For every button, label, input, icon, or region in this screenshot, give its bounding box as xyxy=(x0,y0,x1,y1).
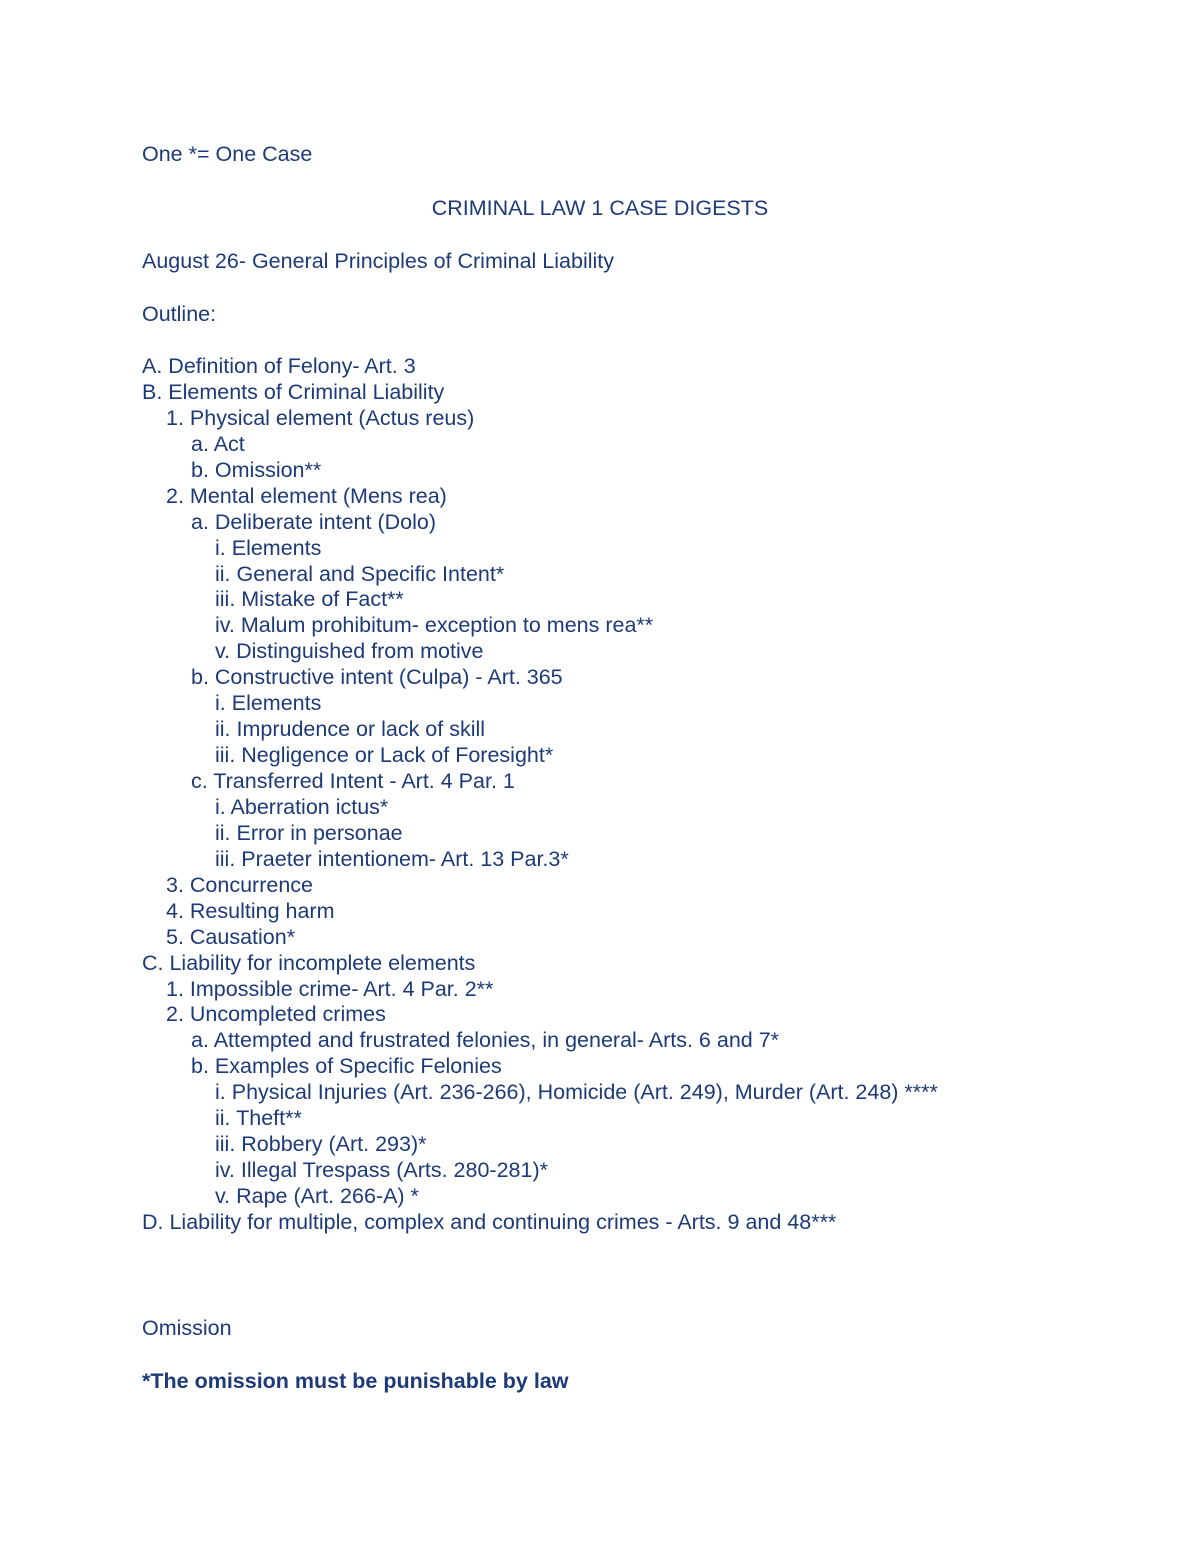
outline-item: ii. General and Specific Intent* xyxy=(215,561,505,586)
outline-item: a. Act xyxy=(191,431,245,456)
outline-item: 2. Uncompleted crimes xyxy=(166,1002,386,1027)
outline-item: ii. Error in personae xyxy=(215,820,403,845)
outline-item: B. Elements of Criminal Liability xyxy=(142,379,445,404)
outline-item: iii. Negligence or Lack of Foresight* xyxy=(215,743,554,768)
document-title: CRIMINAL LAW 1 CASE DIGESTS xyxy=(431,196,769,220)
outline-item: iii. Mistake of Fact** xyxy=(215,587,404,612)
outline-item: b. Constructive intent (Culpa) - Art. 365 xyxy=(191,665,563,690)
outline-item: a. Deliberate intent (Dolo) xyxy=(191,509,436,534)
outline-item: i. Aberration ictus* xyxy=(215,794,389,819)
outline-item: 2. Mental element (Mens rea) xyxy=(166,483,447,508)
case-note: One *= One Case xyxy=(142,142,313,166)
outline-item: iii. Praeter intentionem- Art. 13 Par.3* xyxy=(215,846,569,871)
section-heading-omission: Omission xyxy=(142,1316,232,1340)
outline-list xyxy=(142,354,938,1236)
outline-item: 1. Physical element (Actus reus) xyxy=(166,405,475,430)
outline-item: i. Physical Injuries (Art. 236-266), Homicide (Art. 249), Murder (Art. 248) **** xyxy=(215,1080,938,1105)
outline-item: v. Distinguished from motive xyxy=(215,639,484,664)
outline-item: i. Elements xyxy=(215,535,322,560)
outline-item: 4. Resulting harm xyxy=(166,898,335,923)
bold-note: *The omission must be punishable by law xyxy=(142,1369,569,1393)
outline-item: 1. Impossible crime- Art. 4 Par. 2** xyxy=(166,976,494,1001)
outline-item: D. Liability for multiple, complex and continuing crimes - Arts. 9 and 48*** xyxy=(142,1209,837,1234)
outline-item: A. Definition of Felony- Art. 3 xyxy=(142,354,416,378)
outline-item: c. Transferred Intent - Art. 4 Par. 1 xyxy=(191,769,515,793)
session-heading: August 26- General Principles of Criminal Liability xyxy=(142,249,615,273)
outline-item: b. Examples of Specific Felonies xyxy=(191,1054,502,1079)
outline-item: C. Liability for incomplete elements xyxy=(142,950,476,975)
outline-item: b. Omission** xyxy=(191,457,322,482)
outline-item: ii. Imprudence or lack of skill xyxy=(215,717,486,742)
outline-item: iv. Illegal Trespass (Arts. 280-281)* xyxy=(215,1158,548,1183)
outline-item: a. Attempted and frustrated felonies, in general- Arts. 6 and 7* xyxy=(191,1028,780,1053)
outline-item: 5. Causation* xyxy=(166,924,296,949)
outline-item: iv. Malum prohibitum- exception to mens rea** xyxy=(215,613,654,638)
outline-item: i. Elements xyxy=(215,691,322,716)
outline-item: ii. Theft** xyxy=(215,1106,302,1131)
outline-item: iii. Robbery (Art. 293)* xyxy=(215,1132,427,1157)
outline-label: Outline: xyxy=(142,302,217,326)
outline-item: 3. Concurrence xyxy=(166,872,313,897)
outline-item: v. Rape (Art. 266-A) * xyxy=(215,1184,419,1208)
